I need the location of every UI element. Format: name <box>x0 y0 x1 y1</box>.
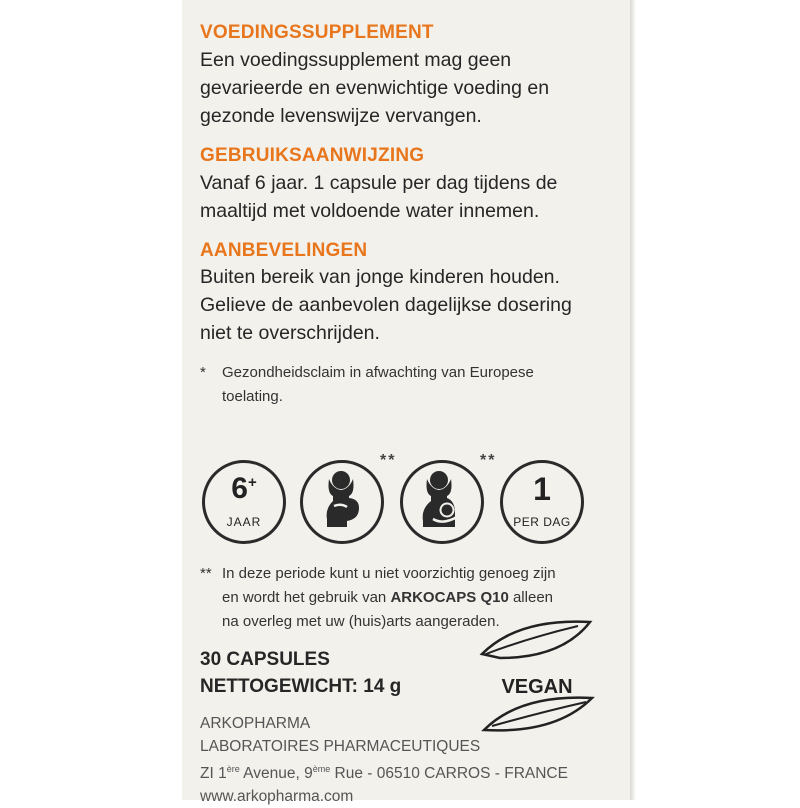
text-line: gevarieerde en evenwichtige voeding en <box>200 77 550 99</box>
net-weight: NETTOGEWICHT: 14 g <box>200 676 402 697</box>
paragraph-usage <box>200 169 557 225</box>
package-contents <box>200 646 401 700</box>
text-line: In deze periode kunt u niet voorzichtig genoeg zijn <box>222 565 556 582</box>
address-part: Rue - 06510 CARROS - FRANCE <box>330 765 568 783</box>
text-line: Een voedingssupplement mag geen <box>200 49 512 71</box>
brand-name: ARKOCAPS Q10 <box>390 589 509 606</box>
breastfeeding-woman-glyph <box>403 463 480 540</box>
heading-supplement: VOEDINGSSUPPLEMENT <box>200 22 434 43</box>
dose-label: PER DAG <box>513 515 571 529</box>
capsule-count: 30 CAPSULES <box>200 649 330 670</box>
text-line: gezonde levenswijze vervangen. <box>200 105 482 127</box>
age-label: JAAR <box>226 515 262 529</box>
address-part: ZI 1 <box>200 765 227 783</box>
age-value: 6 <box>231 472 248 505</box>
text-line: na overleg met uw (huis)arts aangeraden. <box>222 613 500 630</box>
dose-number: 1 <box>533 471 551 507</box>
manufacturer-info <box>200 712 568 808</box>
manufacturer-website: www.arkopharma.com <box>200 788 354 806</box>
text-line: Gezondheidsclaim in afwachting van Europese <box>222 364 534 381</box>
text-line: en wordt het gebruik van <box>222 589 391 606</box>
age-6-plus-icon <box>202 460 286 544</box>
text-line: maaltijd met voldoende water innemen. <box>200 200 540 222</box>
heading-recommendations: AANBEVELINGEN <box>200 240 368 261</box>
text-line: alleen <box>508 589 553 606</box>
manufacturer-address <box>200 758 568 785</box>
text-line: Vanaf 6 jaar. 1 capsule per dag tijdens de <box>200 172 558 194</box>
address-sup: ème <box>312 764 331 774</box>
footnote-marker: ** <box>200 565 212 582</box>
health-claim-note <box>200 361 534 409</box>
vegan-label: VEGAN <box>501 676 573 698</box>
text-line: niet te overschrijden. <box>200 322 380 344</box>
text-line: Gelieve de aanbevolen dagelijkse dosering <box>200 294 572 316</box>
pregnant-woman-icon <box>300 460 384 544</box>
note-marker: * <box>200 364 206 381</box>
manufacturer-lab: LABORATOIRES PHARMACEUTIQUES <box>200 738 481 755</box>
pregnant-woman-glyph <box>303 463 380 540</box>
breastfeeding-woman-icon <box>400 460 484 544</box>
one-per-day-icon <box>500 460 584 544</box>
paragraph-supplement <box>200 46 549 130</box>
manufacturer-name: ARKOPHARMA <box>200 715 311 732</box>
address-sup: ère <box>226 764 240 774</box>
nursing-stars: ** <box>480 452 497 469</box>
paragraph-recommendations <box>200 263 572 347</box>
text-line: toelating. <box>222 388 283 405</box>
age-number <box>205 472 283 506</box>
usage-icons <box>200 452 600 550</box>
address-part: Avenue, 9 <box>239 765 313 783</box>
text-line: Buiten bereik van jonge kinderen houden. <box>200 266 560 288</box>
pregnant-stars: ** <box>380 452 397 469</box>
heading-usage: GEBRUIKSAANWIJZING <box>200 145 425 166</box>
age-plus: + <box>247 474 257 491</box>
